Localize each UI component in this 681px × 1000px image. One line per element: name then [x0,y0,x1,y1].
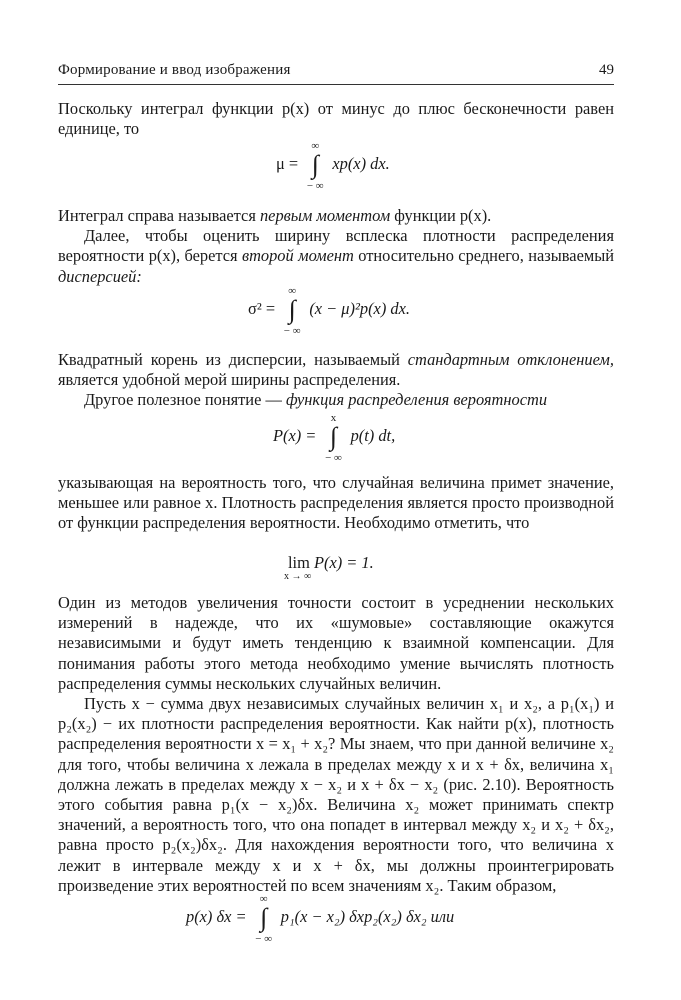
p3-text-b: относительно среднего, называемый [353,246,614,266]
p3-text-a: Далее, чтобы оценить ширину всплеска плотности распределения вероятности p(x), берется [58,226,614,266]
paragraph-6-text: указывающая на вероятность того, что случайная величина примет значение, меньшее или равное x. Плотность распределения является просто производной от функции распределения вероятности. Необходимо отметить, что [58,473,614,533]
p2-text-b: функции p(x). [390,206,492,225]
paragraph-1-text: Поскольку интеграл функции p(x) от минус до плюс бесконечности равен единице, то [58,99,614,139]
formula-convolution [186,893,455,945]
paragraph-4 [58,350,614,411]
limit-subscript: x → ∞ [284,571,312,582]
page-number: 49 [599,62,614,78]
formula-cdf [273,412,396,464]
integral-upper-limit: ∞ [259,893,268,905]
paragraph-7-text: Один из методов увеличения точности состоит в усреднении нескольких измерений в надежде, что их «шумовые» составляющие окажутся независимыми и будут иметь тенденцию к взаимной компенсации. Для понимания работы этого метода необходимо умение вычислять плотность распределения суммы нескольких случайных величин. [58,593,614,693]
formula-variance-lhs: σ² = [248,298,276,318]
formula-mean [276,140,390,192]
p4-text-b: является удобной мерой ширины распределения. [58,370,401,390]
formula-variance [248,285,410,337]
p2-text-a: Интеграл справа называется [58,206,260,225]
paragraph-1 [58,99,614,139]
paragraph-2 [58,206,614,287]
integral-upper-limit: x [330,412,337,424]
integral-sign: ∞ ∫ − ∞ [251,905,277,931]
paragraph-8-text: Пусть x − сумма двух независимых случайных величин x₁ и x₂, а p₁(x₁) и p₂(x₂) − их плотности распределения вероятности. Как найти p(x), плотность распределения вероятности x = x₁ + x₂? Мы знаем, что при данной величине x₂ для того, чтобы величина x лежала в пределах между x и x + δx, величина x₁ должна лежать в пределах между x − x₂ и x + δx − x₂ (рис. 2.10). Вероятность этого события равна p₁(x − x₂)δx. Величина x₂ может принимать спектр значений, а вероятность того, что она попадет в интервал между x₂ и x₂ + δx₂, равна просто p₂(x₂)δx₂. Для нахождения вероятности того, что величина x лежит в интервале между x и x + δx, мы должны проинтегрировать произведение этих вероятностей по всем значениям x₂. Таким образом, [58,694,614,895]
integral-lower-limit: − ∞ [283,325,301,337]
term-distribution-function: функция распределения вероятности [285,390,548,410]
running-header [58,62,614,85]
formula-mean-body: xp(x) dx. [332,153,390,173]
integral-sign: x ∫ − ∞ [320,424,346,450]
formula-limit-body: P(x) = 1. [313,553,374,572]
integral-lower-limit: − ∞ [255,933,273,945]
term-variance: дисперсией: [58,266,142,286]
term-second-moment: второй момент [241,246,354,266]
formula-convolution-lhs: p(x) δx = [186,906,247,926]
formula-cdf-lhs: P(x) = [273,425,317,445]
integral-lower-limit: − ∞ [325,452,342,464]
term-first-moment: первым моментом [259,206,391,225]
integral-upper-limit: ∞ [288,285,297,297]
p5-text-a: Другое полезное понятие — [84,390,286,410]
limit-op-text: lim [288,553,310,572]
formula-cdf-body: p(t) dt, [350,425,396,445]
formula-convolution-body: p₁(x − x₂) δxp₂(x₂) δx₂ или [280,906,455,926]
term-standard-deviation: стандартным отклонением, [407,350,614,369]
formula-mean-lhs: μ = [276,153,299,173]
formula-variance-body: (x − μ)²p(x) dx. [309,298,410,318]
running-title: Формирование и ввод изображения [58,62,291,78]
p4-text-a: Квадратный корень из дисперсии, называемый [58,350,408,369]
paragraph-7 [58,593,614,896]
limit-operator [284,553,312,582]
integral-upper-limit: ∞ [311,140,320,152]
integral-sign: ∞ ∫ − ∞ [279,297,305,323]
formula-limit [284,553,374,582]
paragraph-6 [58,473,614,534]
integral-sign: ∞ ∫ − ∞ [302,152,328,178]
integral-lower-limit: − ∞ [306,180,324,192]
